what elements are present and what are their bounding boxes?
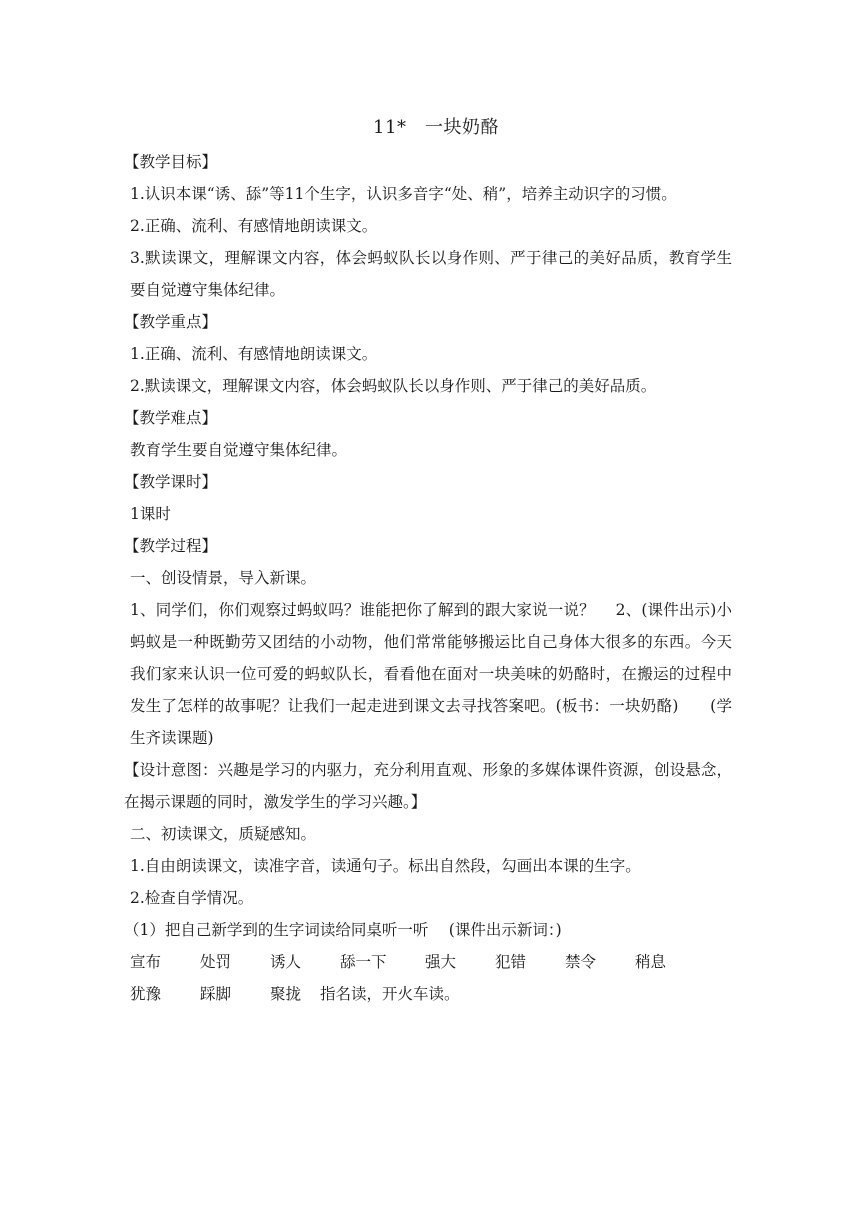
- design-note: 【设计意图：兴趣是学习的内驱力，充分利用直观、形象的多媒体课件资源，创设悬念，在揭示课题的同时，激发学生的学习兴趣。】: [124, 761, 732, 811]
- vocab-word: 踩脚: [200, 985, 232, 1003]
- step-2-sub-1: （1）把自己新学到的生字词读给同桌听一听 (课件出示新词：): [124, 921, 562, 939]
- key-point-1: 1.正确、流利、有感情地朗读课文。: [130, 345, 378, 363]
- goal-2: 2.正确、流利、有感情地朗读课文。: [130, 217, 378, 235]
- vocab-word: 犹豫: [130, 985, 162, 1003]
- vocab-word: 宣布: [130, 953, 162, 971]
- goal-3: 3.默读课文，理解课文内容，体会蚂蚁队长以身作则、严于律己的美好品质，教育学生要自觉遵守集体纪律。: [130, 249, 732, 299]
- key-points-heading: 【教学重点】: [124, 313, 218, 331]
- process-heading: 【教学过程】: [124, 537, 218, 555]
- vocab-word: 诱人: [270, 953, 302, 971]
- goals-heading: 【教学目标】: [124, 153, 218, 171]
- step-2-item-1: 1.自由朗读课文，读准字音，读通句子。标出自然段，勾画出本课的生字。: [130, 857, 641, 875]
- vocab-row-1: [130, 946, 732, 978]
- step-1-title: 一、创设情景，导入新课。: [130, 569, 317, 587]
- vocab-word: 强大: [425, 953, 457, 971]
- step-1-text: 1、同学们，你们观察过蚂蚁吗？谁能把你了解到的跟大家说一说？ 2、(课件出示)小蚂蚁是一种既勤劳又团结的小动物，他们常常能够搬运比自己身体大很多的东西。今天我们家来认识一位可爱的蚂蚁队长，看看他在面对一块美味的奶酪时，在搬运的过程中发生了怎样的故事呢？让我们一起走进到课文去寻找答案吧。(板书：一块奶酪) (学生齐读课题): [130, 601, 732, 747]
- vocab-row-2-tail: 指名读，开火车读。: [320, 985, 460, 1003]
- difficulty-heading: 【教学难点】: [124, 409, 218, 427]
- step-2-item-2: 2.检查自学情况。: [130, 889, 254, 907]
- vocab-word: 稍息: [635, 953, 667, 971]
- vocab-word: 处罚: [200, 953, 232, 971]
- goal-1: 1.认识本课“诱、舔”等11个生字，认识多音字“处、稍”，培养主动识字的习惯。: [130, 185, 677, 203]
- step-2-title: 二、初读课文，质疑感知。: [130, 825, 317, 843]
- class-hours-heading: 【教学课时】: [124, 473, 218, 491]
- vocab-word: 聚拢: [270, 985, 302, 1003]
- vocab-word: 犯错: [495, 953, 527, 971]
- vocab-row-2: [130, 978, 732, 1010]
- class-hours: 1课时: [130, 505, 171, 523]
- page-title: 11* 一块奶酪: [373, 117, 499, 138]
- vocab-word: 禁令: [565, 953, 597, 971]
- key-point-2: 2.默读课文，理解课文内容，体会蚂蚁队长以身作则、严于律己的美好品质。: [130, 377, 657, 395]
- document-body: [124, 114, 732, 1010]
- difficulty-1: 教育学生要自觉遵守集体纪律。: [130, 441, 348, 459]
- vocab-word: 舔一下: [340, 953, 387, 971]
